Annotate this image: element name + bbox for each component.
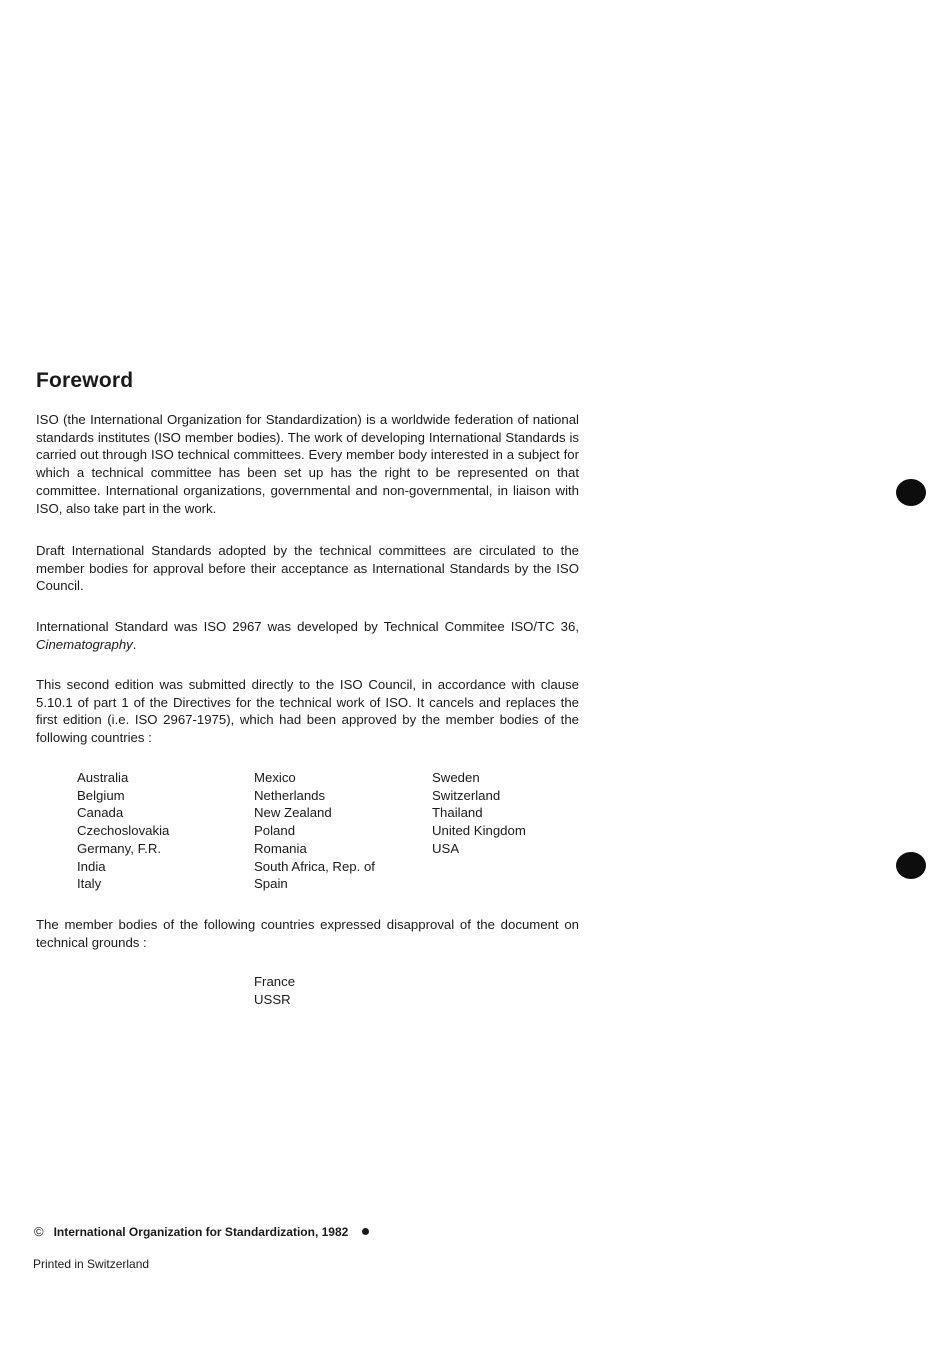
punch-hole-icon xyxy=(896,852,926,879)
country-item: Sweden xyxy=(432,770,480,785)
country-item: New Zealand xyxy=(254,805,332,821)
country-item: Mexico xyxy=(254,770,296,785)
approving-countries-column-1 xyxy=(77,769,169,893)
disapproving-countries xyxy=(254,973,295,1008)
country-item: South Africa, Rep. of xyxy=(254,858,375,874)
country-item: USA xyxy=(432,840,460,856)
development-text: International Standard was ISO 2967 was developed by Technical Commitee ISO/TC 36, xyxy=(36,619,579,634)
country-item: Poland xyxy=(254,823,296,839)
paragraph-draft-standards: Draft International Standards adopted by the technical committees are circulated to the member bodies for approval before their acceptance as International Standards by the ISO Council. xyxy=(36,543,579,594)
copyright-organization: International Organization for Standardization, 1982 xyxy=(53,1224,349,1239)
copyright-line xyxy=(34,1224,369,1239)
country-item: USSR xyxy=(254,991,291,1007)
bullet-icon xyxy=(362,1228,369,1235)
country-item: Canada xyxy=(77,805,124,821)
development-suffix: . xyxy=(132,636,137,652)
approving-countries-column-2 xyxy=(254,769,375,893)
country-item: Switzerland xyxy=(432,787,501,803)
page-title: Foreword xyxy=(36,369,134,392)
printed-in: Printed in Switzerland xyxy=(33,1257,150,1271)
country-item: India xyxy=(77,858,106,874)
country-item: Romania xyxy=(254,840,307,856)
country-item: Australia xyxy=(77,770,129,785)
country-item: Belgium xyxy=(77,787,125,803)
country-item: France xyxy=(254,974,296,989)
country-item: Germany, F.R. xyxy=(77,840,162,856)
committee-name: Cinematography xyxy=(36,636,133,652)
paragraph-disapproval: The member bodies of the following countries expressed disapproval of the document on technical grounds : xyxy=(36,917,579,950)
country-item: Thailand xyxy=(432,805,483,821)
country-item: Italy xyxy=(77,876,102,892)
country-item: Spain xyxy=(254,876,288,892)
copyright-icon: © xyxy=(34,1224,44,1239)
approving-countries-column-3 xyxy=(432,769,526,858)
punch-hole-icon xyxy=(896,479,926,506)
paragraph-second-edition: This second edition was submitted directly to the ISO Council, in accordance with clause 5.10.1 of part 1 of the Directives for the technical work of ISO. It cancels and replaces the first edition (i.e. ISO 2967-1975), which had been approved by the member bodies of the following countries : xyxy=(36,677,579,746)
country-item: Czechoslovakia xyxy=(77,823,170,839)
country-item: Netherlands xyxy=(254,787,326,803)
paragraph-iso-description: ISO (the International Organization for Standardization) is a worldwide federation of national standards institutes (ISO member bodies). The work of developing International Standards is carried out through ISO technical committees. Every member body interested in a subject for which a technical committee has been set up has the right to be represented on that committee. International organizations, governmental and non-governmental, in liaison with ISO, also take part in the work. xyxy=(36,412,579,516)
paragraph-development xyxy=(36,618,579,653)
country-item: United Kingdom xyxy=(432,823,526,839)
